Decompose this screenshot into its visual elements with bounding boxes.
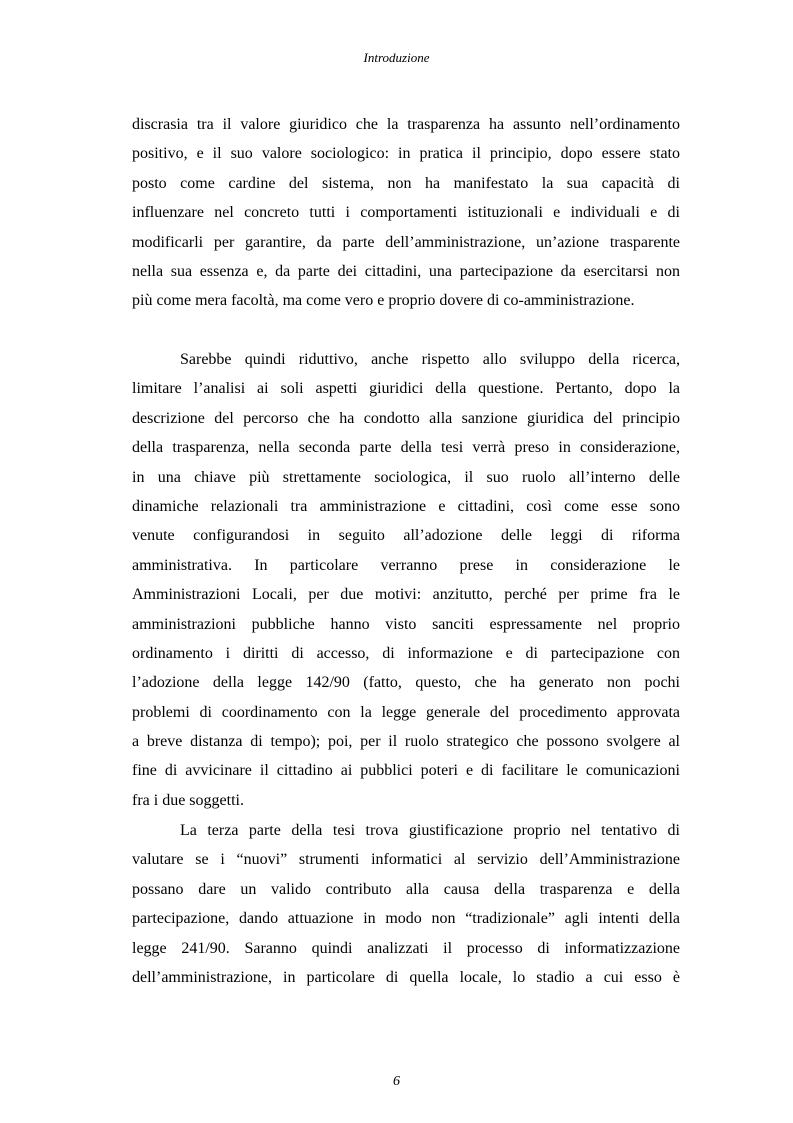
text-line: della trasparenza, nella seconda parte della tesi verrà preso in considerazione, [132,439,680,457]
text-line: positivo, e il suo valore sociologico: in pratica il principio, dopo essere stato [132,145,680,163]
text-line: l’adozione della legge 142/90 (fatto, questo, che ha generato non pochi [132,674,680,692]
paragraph-1 [132,110,680,316]
text-line: dinamiche relazionali tra amministrazione e cittadini, così come esse sono [132,497,680,515]
text-line: discrasia tra il valore giuridico che la trasparenza ha assunto nell’ordinamento [132,116,680,133]
text-line: amministrativa. In particolare verranno prese in considerazione le [132,556,680,574]
text-line: a breve distanza di tempo); poi, per il ruolo strategico che possono svolgere al [132,733,680,751]
text-line: influenzare nel concreto tutti i comportamenti istituzionali e individuali e di [132,204,680,222]
paragraph-3 [132,816,680,992]
text-line: fra i due soggetti. [132,791,244,809]
text-line: problemi di coordinamento con la legge generale del procedimento approvata [132,703,680,721]
text-line: limitare l’analisi ai soli aspetti giuridici della questione. Pertanto, dopo la [132,380,680,398]
text-line: partecipazione, dando attuazione in modo non “tradizionale” agli intenti della [132,910,680,928]
paragraph-2 [132,345,680,815]
text-line: fine di avvicinare il cittadino ai pubblici poteri e di facilitare le comunicazioni [132,762,680,780]
text-line: possano dare un valido contributo alla causa della trasparenza e della [132,880,680,898]
text-line: in una chiave più strettamente sociologica, il suo ruolo all’interno delle [132,468,680,486]
text-line: modificarli per garantire, da parte dell’amministrazione, un’azione trasparente [132,233,680,251]
page-number: 6 [393,1074,400,1089]
text-line: valutare se i “nuovi” strumenti informatici al servizio dell’Amministrazione [132,851,680,869]
text-line: La terza parte della tesi trova giustificazione proprio nel tentativo di [180,822,680,839]
text-line: Amministrazioni Locali, per due motivi: anzitutto, perché per prime fra le [132,586,680,604]
text-line: ordinamento i diritti di accesso, di informazione e di partecipazione con [132,644,680,662]
text-line: nella sua essenza e, da parte dei cittadini, una partecipazione da esercitarsi non [132,262,680,280]
text-line: dell’amministrazione, in particolare di quella locale, lo stadio a cui esso è [132,968,680,986]
text-line: amministrazioni pubbliche hanno visto sanciti espressamente nel proprio [132,615,680,633]
text-line: Sarebbe quindi riduttivo, anche rispetto allo sviluppo della ricerca, [180,351,680,368]
text-line: venute configurandosi in seguito all’adozione delle leggi di riforma [132,527,680,545]
text-line: descrizione del percorso che ha condotto alla sanzione giuridica del principio [132,409,680,427]
text-line: più come mera facoltà, ma come vero e proprio dovere di co-amministrazione. [132,292,635,310]
text-line: legge 241/90. Saranno quindi analizzati il processo di informatizzazione [132,939,680,957]
running-head-title: Introduzione [363,50,430,65]
text-line: posto come cardine del sistema, non ha manifestato la sua capacità di [132,174,680,192]
